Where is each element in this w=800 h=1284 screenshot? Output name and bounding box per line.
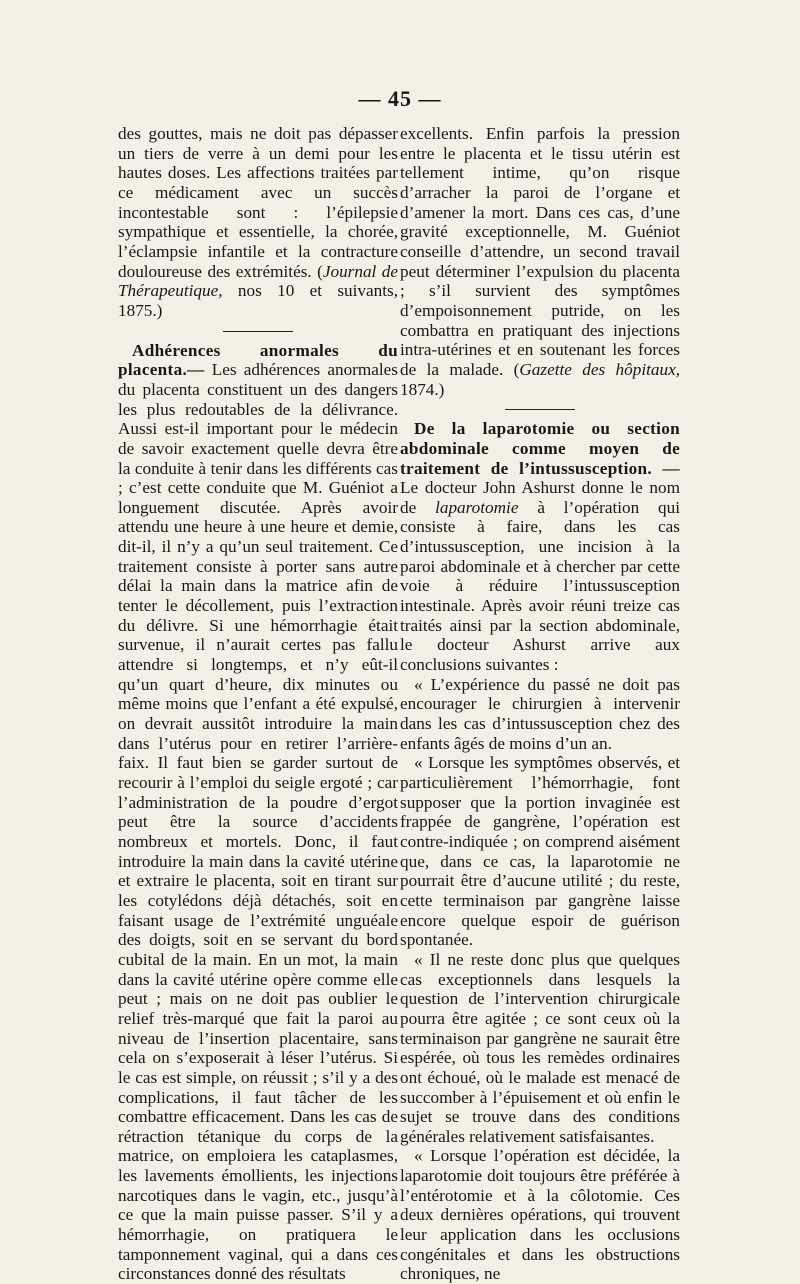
paragraph-conclusion-4: « Lorsque l’opération est décidée, la laparotomie doit toujours être préférée à l’entérotomie et à la côlotomie. Ces deux dernières opérations, qui trouvent leur application dans les occlusions congénitales et dans les obstructions chroniques, ne — [400, 1146, 680, 1284]
paragraph-conclusion-1: « L’expérience du passé ne doit pas encourager le chirurgien à intervenir dans les cas d’intussusception chez des enfants âgés de moins d’un an. — [400, 674, 680, 753]
term-laparotomie: laparotomie — [435, 497, 519, 517]
right-column — [400, 124, 680, 1284]
paragraph-laparotomie: De la laparotomie ou section abdominale comme moyen de traitement de l’intussusception. — Le docteur John Ashurst donne le nom de laparotomie à l’opération qui consiste à faire, dans les cas d’intussusception, une incision à la paroi abdominale et à chercher par cette voie à réduire l’intussusception intestinale. Après avoir réuni treize cas traités ainsi par la section abdominale, le docteur Ashurst arrive aux conclusions suivantes : — [400, 419, 680, 675]
paragraph-conclusion-3: « Il ne reste donc plus que quelques cas exceptionnels dans lesquels la question de l’intervention chirurgicale pourra être agitée ; ce sont ceux où la terminaison par gangrène ne saurait être espérée, où tous les remèdes ordinaires ont échoué, où le malade est menacé de succomber à l’épuisement et où enfin le sujet se trouve dans des conditions générales relativement satisfaisantes. — [400, 949, 680, 1146]
citation-journal: Journal de Thérapeutique, — [118, 261, 398, 301]
left-column — [118, 124, 398, 1284]
section-divider — [223, 331, 293, 332]
section-heading-adherences: Adhérences anormales du placenta.— — [118, 340, 398, 380]
paragraph-excellents: excellents. Enfin parfois la pression entre le placenta et le tissu utérin est tellement intime, qu’on risque d’arracher la paroi de l’organe et d’amener la mort. Dans ces cas, d’une gravité exceptionnelle, M. Guéniot conseille d’attendre, un second travail peut déterminer l’expulsion du placenta ; s’il survient des symptômes d’empoisonnement putride, on les combattra en pratiquant des injections intra-utérines et en soutenant les forces de la malade. (Gazette des hôpitaux, 1874.) — [400, 124, 680, 399]
section-divider — [505, 409, 575, 410]
section-heading-laparotomie: De la laparotomie ou section abdominale comme moyen de traitement de l’intussusception. — — [400, 419, 680, 478]
paragraph-gouttes: des gouttes, mais ne doit pas dépasser un tiers de verre à un demi pour les hautes doses. Les affections traitées par ce médicament avec un succès incontestable sont : l’épilepsie sympathique et essentielle, la chorée, l’éclampsie infantile et la contracture douloureuse des extrémités. (Journal de Thérapeutique, nos 10 et suivants, 1875.) — [118, 124, 398, 320]
paragraph-conclusion-2: « Lorsque les symptômes observés, et particulièrement l’hémorrhagie, font supposer que la portion invaginée est frappée de gangrène, l’opération est contre-indiquée ; on comprend aisément que, dans ce cas, la laparotomie ne pourrait être d’aucune utilité ; du reste, cette terminaison par gangrène laisse encore quelque espoir de guérison spontanée. — [400, 753, 680, 950]
page-number: — 45 — — [358, 86, 442, 111]
paragraph-adherences: Adhérences anormales du placenta.— Les adhérences anormales du placenta constituent un des dangers les plus redoutables de la délivrance. Aussi est-il important pour le médecin de savoir exactement quelle devra être la conduite à tenir dans les différents cas ; c’est cette conduite que M. Guéniot a longuement discutée. Après avoir attendu une heure à une heure et demie, dit-il, il n’y a qu’un seul traitement. Ce traitement consiste à porter sans autre délai la main dans la matrice afin de tenter le décollement, puis l’extraction du délivre. Si une hémorrhagie était survenue, il n’aurait certes pas fallu attendre si longtemps, et n’y eût-il qu’un quart d’heure, dix minutes ou même moins que l’enfant a été expulsé, on devrait aussitôt introduire la main dans l’utérus pour en retirer l’arrière-faix. Il faut bien se garder surtout de recourir à l’emploi du seigle ergoté ; car l’administration de la poudre d’ergot peut être la source d’accidents nombreux et mortels. Donc, il faut introduire la main dans la cavité utérine et extraire le placenta, soit en tirant sur les cotylédons déjà détachés, soit en faisant usage de l’extrémité unguéale des doigts, soit en se servant du bord cubital de la main. En un mot, la main dans la cavité utérine opère comme elle peut ; mais on ne doit pas oublier le relief très-marqué que fait la paroi au niveau de l’insertion placentaire, sans cela on s’exposerait à léser l’utérus. Si le cas est simple, on réussit ; s’il y a des complications, il faut tâcher de les combattre efficacement. Dans les cas de rétraction tétanique du corps de la matrice, on emploiera les cataplasmes, les lavements émollients, les injections narcotiques dans le vagin, etc., jusqu’à ce que la main puisse passer. S’il y a hémorrhagie, on pratiquera le tamponnement vaginal, qui a dans ces circonstances donné des résultats — [118, 340, 398, 1284]
citation-gazette: Gazette des hôpitaux, — [519, 359, 680, 379]
